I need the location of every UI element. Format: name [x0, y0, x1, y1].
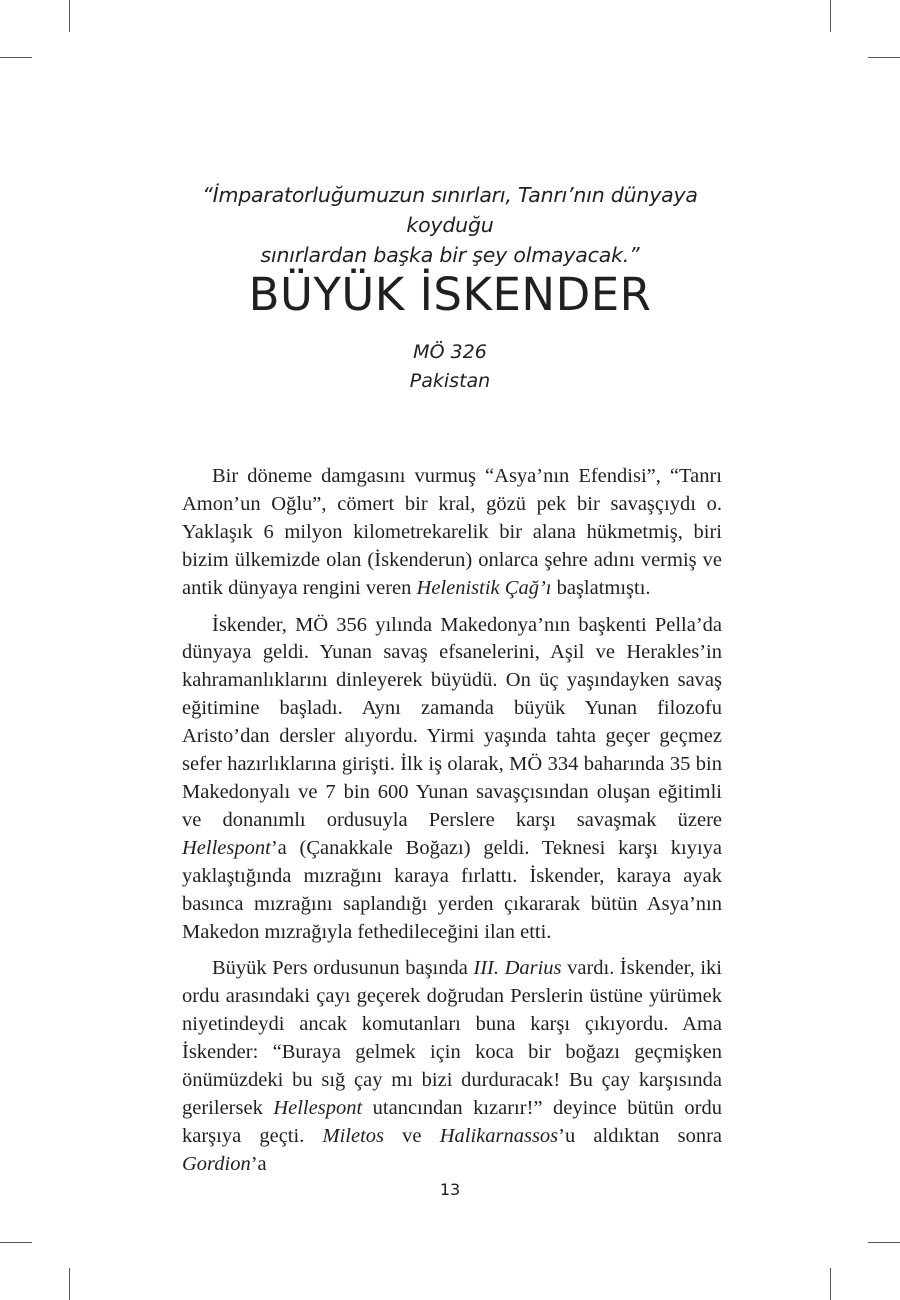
italic-term: Gordion	[182, 1152, 251, 1175]
epigraph-line: sınırlardan başka bir şey olmayacak.”	[260, 243, 640, 267]
text-run: Bir döneme damgasını vurmuş “Asya’nın Efendisi”, “Tanrı Amon’un Oğlu”, cömert bir kral, gözü pek bir savaşçıydı o. Yaklaşık 6 milyon kilometrekarelik bir alana hükmetmiş, biri bizim ülkemizde olan (İskenderun) onlarca şehre adını vermiş ve antik dünyaya rengini veren	[182, 465, 722, 599]
crop-mark-right-bottom	[868, 1242, 900, 1243]
italic-term: Miletos	[322, 1124, 384, 1147]
text-run: vardı. İskender, iki ordu arasındaki çayı geçerek doğrudan Perslerin üstüne yürümek niyetindeydi ancak komutanları buna karşı çıkıyordu. Ama İskender: “Buraya gelmek için koca bir boğazı geçmişken önümüzdeki bu sığ çay mı bizi durduracak! Bu çay karşısında gerilersek	[182, 957, 722, 1119]
crop-mark-bottom-left	[69, 1268, 70, 1300]
page-number: 13	[439, 1180, 461, 1199]
italic-term: Hellespont	[182, 836, 271, 859]
italic-term: Halikarnassos	[439, 1124, 559, 1147]
chapter-date: MÖ 326	[413, 341, 487, 363]
crop-mark-left-bottom	[0, 1242, 32, 1243]
text-run: ’u aldıktan sonra	[558, 1124, 722, 1147]
text-run: utancından kızarır!” deyince bütün ordu karşıya geçti.	[182, 1096, 723, 1147]
paragraph	[182, 463, 722, 603]
text-run: ’a (Çanakkale Boğazı) geldi. Teknesi karşı kıyıya yaklaştığında mızrağını karaya fırlattı. İskender, karaya ayak basınca mızrağını saplandığı yerden çıkararak bütün Asya’nın Makedon mızrağıyla fethedileceğini ilan etti.	[182, 836, 722, 943]
chapter-place: Pakistan	[409, 370, 491, 392]
text-run: başlatmıştı.	[551, 576, 651, 599]
epigraph-quote	[160, 180, 740, 270]
text-run: İskender, MÖ 356 yılında Makedonya’nın başkenti Pella’da dünyaya geldi. Yunan savaş efsanelerini, Aşil ve Herakles’in kahramanlıklarını dinleyerek büyüdü. On üç yaşındayken savaş eğitimine başladı. Aynı zamanda büyük Yunan filozofu Aristo’dan dersler alıyordu. Yirmi yaşında tahta geçer geçmez sefer hazırlıklarına girişti. İlk iş olarak, MÖ 334 baharında 35 bin Makedonyalı ve 7 bin 600 Yunan savaşçısından oluşan eğitimli ve donanımlı ordusuyla Perslere karşı savaşmak üzere	[182, 613, 722, 831]
chapter-title: BÜYÜK İSKENDER	[248, 268, 652, 321]
body-text	[182, 463, 722, 1188]
paragraph	[182, 955, 722, 1178]
text-run: Büyük Pers ordusunun başında	[212, 957, 474, 980]
italic-term: Helenistik Çağ’ı	[416, 576, 552, 599]
epigraph-line: “İmparatorluğumuzun sınırları, Tanrı’nın dünyaya koyduğu	[202, 183, 698, 237]
text-run: ve	[384, 1124, 440, 1147]
crop-mark-top-left	[69, 0, 70, 32]
paragraph	[182, 612, 722, 947]
italic-term: III. Darius	[473, 957, 562, 980]
crop-mark-bottom-right	[830, 1268, 831, 1300]
crop-mark-right-top	[868, 57, 900, 58]
italic-term: Hellespont	[273, 1096, 363, 1119]
crop-mark-left-top	[0, 57, 32, 58]
text-run: ’a	[250, 1152, 267, 1175]
crop-mark-top-right	[830, 0, 831, 32]
chapter-meta	[300, 338, 600, 396]
